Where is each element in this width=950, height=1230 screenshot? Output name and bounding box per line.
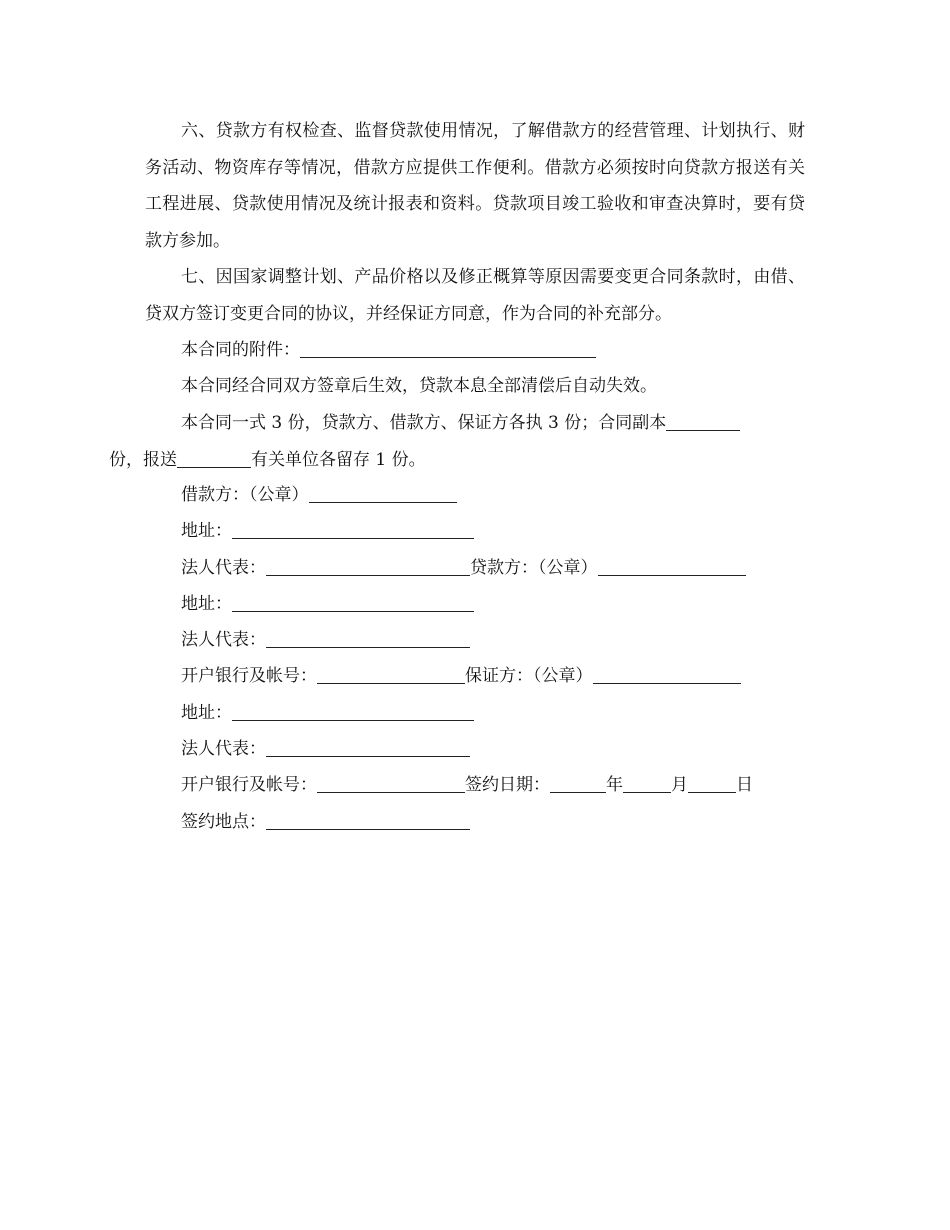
sign-month-blank	[623, 791, 671, 793]
clause-7: 七、因国家调整计划、产品价格以及修正概算等原因需要变更合同条款时，由借、贷双方签订变更合同的协议，并经保证方同意，作为合同的补充部分。	[145, 267, 805, 324]
lender-legal-rep-label: 法人代表：	[181, 630, 266, 650]
borrower-blank	[309, 501, 457, 503]
clause-6: 六、贷款方有权检查、监督贷款使用情况，了解借款方的经营管理、计划执行、财务活动、物资库存等情况，借款方应提供工作便利。借款方必须按时向贷款方报送有关工程进展、贷款使用情况及统计报表和资料。贷款项目竣工验收和审查决算时，要有贷款方参加。	[145, 121, 805, 251]
attachment-label: 本合同的附件：	[181, 340, 300, 360]
borrower-address-label: 地址：	[181, 521, 232, 541]
guarantor-address-row	[181, 695, 474, 732]
lender-legal-rep-row	[181, 622, 470, 659]
copies-count-blank	[666, 429, 740, 431]
guarantor-label: 保证方：（公章）	[465, 666, 593, 686]
borrower-legal-rep-row	[181, 550, 746, 587]
sign-place-label: 签约地点：	[181, 812, 266, 832]
borrower-legal-rep-blank	[266, 574, 470, 576]
borrower-legal-rep-label: 法人代表：	[181, 558, 266, 578]
copies-text-2: 份，报送	[109, 449, 177, 470]
effect-clause: 本合同经合同双方签章后生效，贷款本息全部清偿后自动失效。	[181, 376, 657, 396]
lender-bank-blank	[317, 682, 465, 684]
guarantor-bank-row	[181, 767, 753, 804]
guarantor-bank-label: 开户银行及帐号：	[181, 775, 317, 795]
attachment-line	[145, 332, 805, 369]
lender-bank-row	[181, 658, 741, 695]
guarantor-address-blank	[232, 719, 474, 721]
lender-address-label: 地址：	[181, 594, 232, 614]
sign-day-unit: 日	[736, 775, 753, 795]
lender-bank-label: 开户银行及帐号：	[181, 666, 317, 686]
borrower-address-row	[181, 513, 474, 550]
borrower-label: 借款方：（公章）	[181, 485, 309, 505]
attachment-blank	[300, 356, 596, 358]
borrower-address-blank	[232, 537, 474, 539]
sign-place-blank	[266, 828, 470, 830]
sign-month-unit: 月	[671, 775, 688, 795]
sign-year-blank	[550, 791, 606, 793]
sign-date-label: 签约日期：	[465, 775, 550, 795]
sign-day-blank	[688, 791, 736, 793]
copies-text-3: 有关单位各留存 1 份。	[251, 449, 426, 470]
lender-address-blank	[232, 610, 474, 612]
report-to-blank	[177, 466, 251, 468]
lender-blank	[598, 574, 746, 576]
guarantor-legal-rep-blank	[266, 755, 470, 757]
guarantor-blank	[593, 682, 741, 684]
lender-legal-rep-blank	[266, 646, 470, 648]
guarantor-bank-blank	[317, 791, 465, 793]
sign-year-unit: 年	[606, 775, 623, 795]
guarantor-address-label: 地址：	[181, 703, 232, 723]
sign-place-row	[181, 804, 470, 841]
lender-address-row	[181, 586, 474, 623]
lender-label: 贷款方：（公章）	[470, 558, 598, 578]
copies-text-1: 本合同一式 3 份，贷款方、借款方、保证方各执 3 份；合同副本	[181, 413, 667, 433]
guarantor-legal-rep-label: 法人代表：	[181, 739, 266, 759]
copies-clause	[109, 405, 805, 478]
guarantor-legal-rep-row	[181, 731, 470, 768]
borrower-row	[181, 477, 457, 514]
